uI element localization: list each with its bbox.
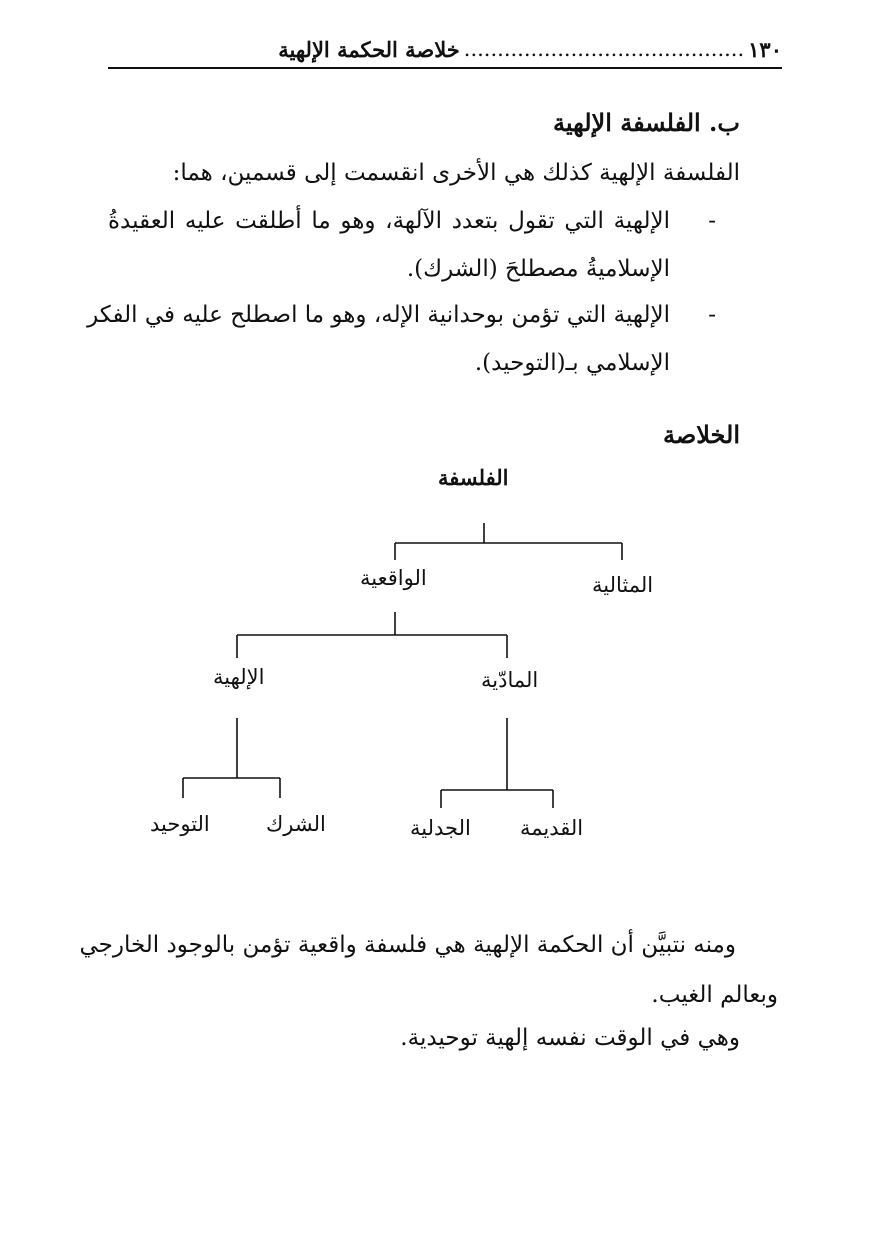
summary-heading: الخلاصة xyxy=(662,420,740,449)
intro-paragraph: الفلسفة الإلهية كذلك هي الأخرى انقسمت إلى قسمين، هما: xyxy=(172,160,740,186)
bullet-dash-1: - xyxy=(708,208,716,234)
conclusion-line-1: ومنه نتبيَّن أن الحكمة الإلهية هي فلسفة واقعية تؤمن بالوجود الخارجي xyxy=(79,932,736,958)
node-divine: الإلهية xyxy=(213,665,265,689)
bullet-2-line-2: الإسلامي بـ(التوحيد). xyxy=(474,350,670,376)
page-number: ١٣٠ xyxy=(748,36,782,62)
node-realist: الواقعية xyxy=(360,566,427,590)
bullet-2-line-1: الإلهية التي تؤمن بوحدانية الإله، وهو ما اصطلح عليه في الفكر xyxy=(87,302,670,328)
node-idealist: المثالية xyxy=(592,573,654,597)
bullet-1-line-1: الإلهية التي تقول بتعدد الآلهة، وهو ما أطلقت عليه العقيدةُ xyxy=(108,208,670,234)
node-polytheism: الشرك xyxy=(266,812,326,836)
header-dots: .......................................... xyxy=(463,37,745,61)
conclusion-line-2: وبعالم الغيب. xyxy=(651,982,778,1008)
node-philosophy: الفلسفة xyxy=(438,465,509,490)
node-dialectical: الجدلية xyxy=(410,816,471,840)
bullet-1-line-2: الإسلاميةُ مصطلحَ (الشرك). xyxy=(406,256,670,282)
section-heading: ب. الفلسفة الإلهية xyxy=(553,108,740,137)
node-monotheism: التوحيد xyxy=(150,812,210,836)
header-title: خلاصة الحكمة الإلهية xyxy=(278,36,460,62)
node-materialist: المادّية xyxy=(481,668,539,692)
conclusion-line-3: وهي في الوقت نفسه إلهية توحيدية. xyxy=(400,1025,740,1051)
bullet-dash-2: - xyxy=(708,302,716,328)
node-old: القديمة xyxy=(520,816,584,840)
